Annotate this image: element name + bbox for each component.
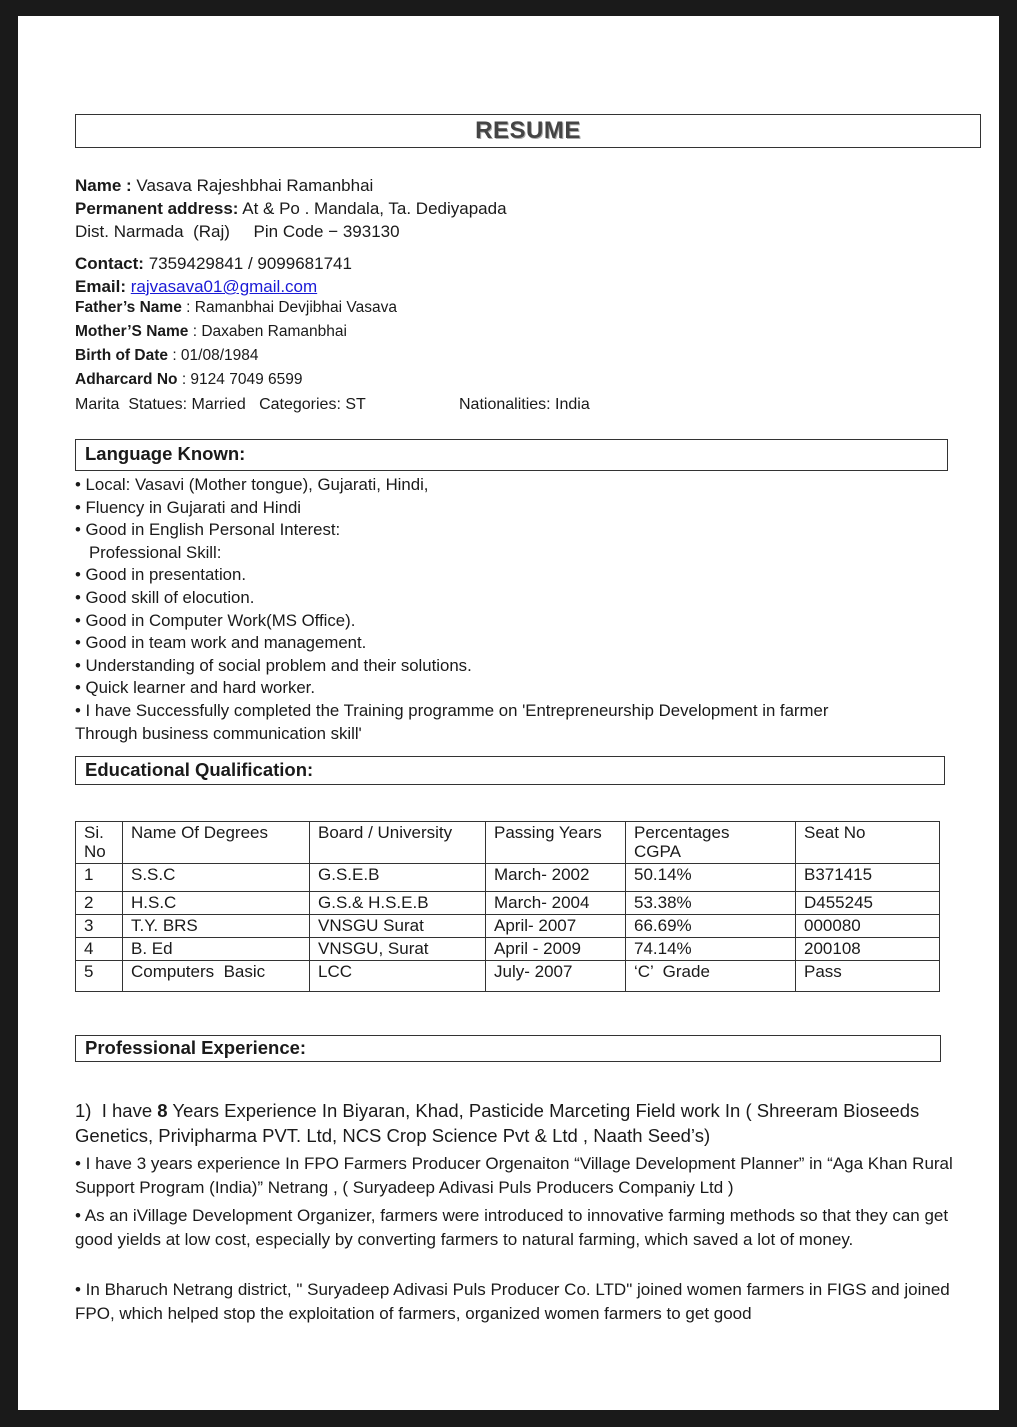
list-item: • Good in Computer Work(MS Office). [75,610,356,630]
cell: 4 [76,938,123,961]
col-header-percentage: Percentages CGPA [626,822,796,864]
resume-page [18,16,999,1410]
list-item: • Good skill of elocution. [75,587,255,607]
adhar-label: Adharcard No [75,371,178,388]
experience-heading-box [75,1035,941,1062]
cell: 74.14% [626,938,796,961]
cell: April - 2009 [486,938,626,961]
exp1-post: Years Experience In Biyaran, Khad, Pasticide Marceting Field work In ( Shreeram Bioseeds Genetics, Privipharma PVT. Ltd, NCS Crop Science Pvt & Ltd , Naath Seed’s) [75,1100,920,1146]
cell: G.S.E.B [310,864,486,892]
contact-value: 7359429841 / 9099681741 [148,254,352,273]
cell: G.S.& H.S.E.B [310,892,486,915]
education-table [75,821,940,992]
address-label: Permanent address: [75,199,239,218]
experience-heading: Professional Experience: [85,1037,307,1058]
mother-label: Mother’S Name [75,323,189,340]
marital-status: Marita Statues: Married Categories: ST [75,396,366,413]
table-row [76,961,940,992]
cell: April- 2007 [486,915,626,938]
exp1-years: 8 [157,1100,168,1121]
cell: VNSGU, Surat [310,938,486,961]
language-heading: Language Known: [85,443,246,464]
contact-label: Contact: [75,254,144,273]
birth-line [75,344,259,368]
cell: B371415 [796,864,940,892]
cell: 5 [76,961,123,992]
list-item: • Quick learner and hard worker. [75,678,315,698]
cell: H.S.C [123,892,310,915]
contact-line [75,252,352,275]
language-list [75,474,828,745]
adhar-line [75,368,302,392]
father-label: Father’s Name [75,299,182,316]
cell: T.Y. BRS [123,915,310,938]
cell: LCC [310,961,486,992]
col-header-year: Passing Years [486,822,626,864]
cell: Computers Basic [123,961,310,992]
list-item: Professional Skill: [75,542,222,562]
exp1-pre: 1) I have [75,1100,158,1121]
resume-title: RESUME [475,117,581,144]
table-header-row [76,822,940,864]
cell: 000080 [796,915,940,938]
name-line [75,174,373,197]
col-header-seat: Seat No [796,822,940,864]
list-item: • Local: Vasavi (Mother tongue), Gujarati, Hindi, [75,475,429,494]
cell: March- 2002 [486,864,626,892]
table-row [76,864,940,892]
cell: Pass [796,961,940,992]
name-label: Name : [75,176,132,195]
father-value: : Ramanbhai Devjibhai Vasava [186,299,397,316]
cell: VNSGU Surat [310,915,486,938]
list-item: • I have Successfully completed the Training programme on 'Entrepreneurship Development in farmer [75,700,829,720]
cell: S.S.C [123,864,310,892]
list-item: • Good in team work and management. [75,633,367,653]
nationality: Nationalities: India [459,396,590,413]
cell: July- 2007 [486,961,626,992]
cell: 50.14% [626,864,796,892]
cell: 200108 [796,938,940,961]
email-label: Email: [75,277,127,296]
education-heading: Educational Qualification: [85,759,314,780]
list-item: • Understanding of social problem and their solutions. [75,655,472,675]
cell: 3 [76,915,123,938]
birth-value: : 01/08/1984 [172,347,259,364]
table-row [76,892,940,915]
cell: 66.69% [626,915,796,938]
list-item: Through business communication skill' [75,723,362,743]
address-value: At & Po . Mandala, Ta. Dediyapada [242,199,507,218]
list-item: • Good in English Personal Interest: [75,520,341,540]
experience-paragraph-1 [75,1098,955,1148]
col-header-si-no: Si. No [76,822,123,864]
name-value: Vasava Rajeshbhai Ramanbhai [136,176,374,195]
list-item: • Fluency in Gujarati and Hindi [75,497,302,517]
experience-bullet-3: • In Bharuch Netrang district, " Suryadeep Adivasi Puls Producer Co. LTD" joined women farmers in FIGS and joined FPO, which helped stop the exploitation of farmers, organized women farmers to get good [75,1280,950,1323]
cell: 2 [76,892,123,915]
experience-bullet-2: • As an iVillage Development Organizer, farmers were introduced to innovative farming methods so that they can get good yields at low cost, especially by converting farmers to natural farming, which saved a lot of money. [75,1206,949,1249]
mother-value: : Daxaben Ramanbhai [192,323,347,340]
email-link[interactable]: rajvasava01@gmail.com [130,277,318,296]
cell: 53.38% [626,892,796,915]
birth-label: Birth of Date [75,347,168,364]
col-header-board: Board / University [310,822,486,864]
cell: D455245 [796,892,940,915]
table-row [76,915,940,938]
email-line [75,275,317,298]
cell: March- 2004 [486,892,626,915]
language-heading-box [75,439,948,471]
adhar-value: : 9124 7049 6599 [181,371,303,388]
education-heading-box [75,756,945,785]
cell: B. Ed [123,938,310,961]
experience-bullet-1: • I have 3 years experience In FPO Farmers Producer Orgenaiton “Village Development Planner” in “Aga Khan Rural Support Program (India)” Netrang , ( Suryadeep Adivasi Puls Producers Companiy Ltd ) [75,1154,953,1197]
list-item: • Good in presentation. [75,565,246,585]
table-row [76,938,940,961]
mother-line [75,320,347,344]
cell: ‘C’ Grade [626,961,796,992]
col-header-degree: Name Of Degrees [123,822,310,864]
address-line [75,197,507,220]
title-box [75,114,981,148]
father-line [75,296,397,320]
address-line2: Dist. Narmada (Raj) Pin Code − 393130 [75,222,400,241]
cell: 1 [76,864,123,892]
